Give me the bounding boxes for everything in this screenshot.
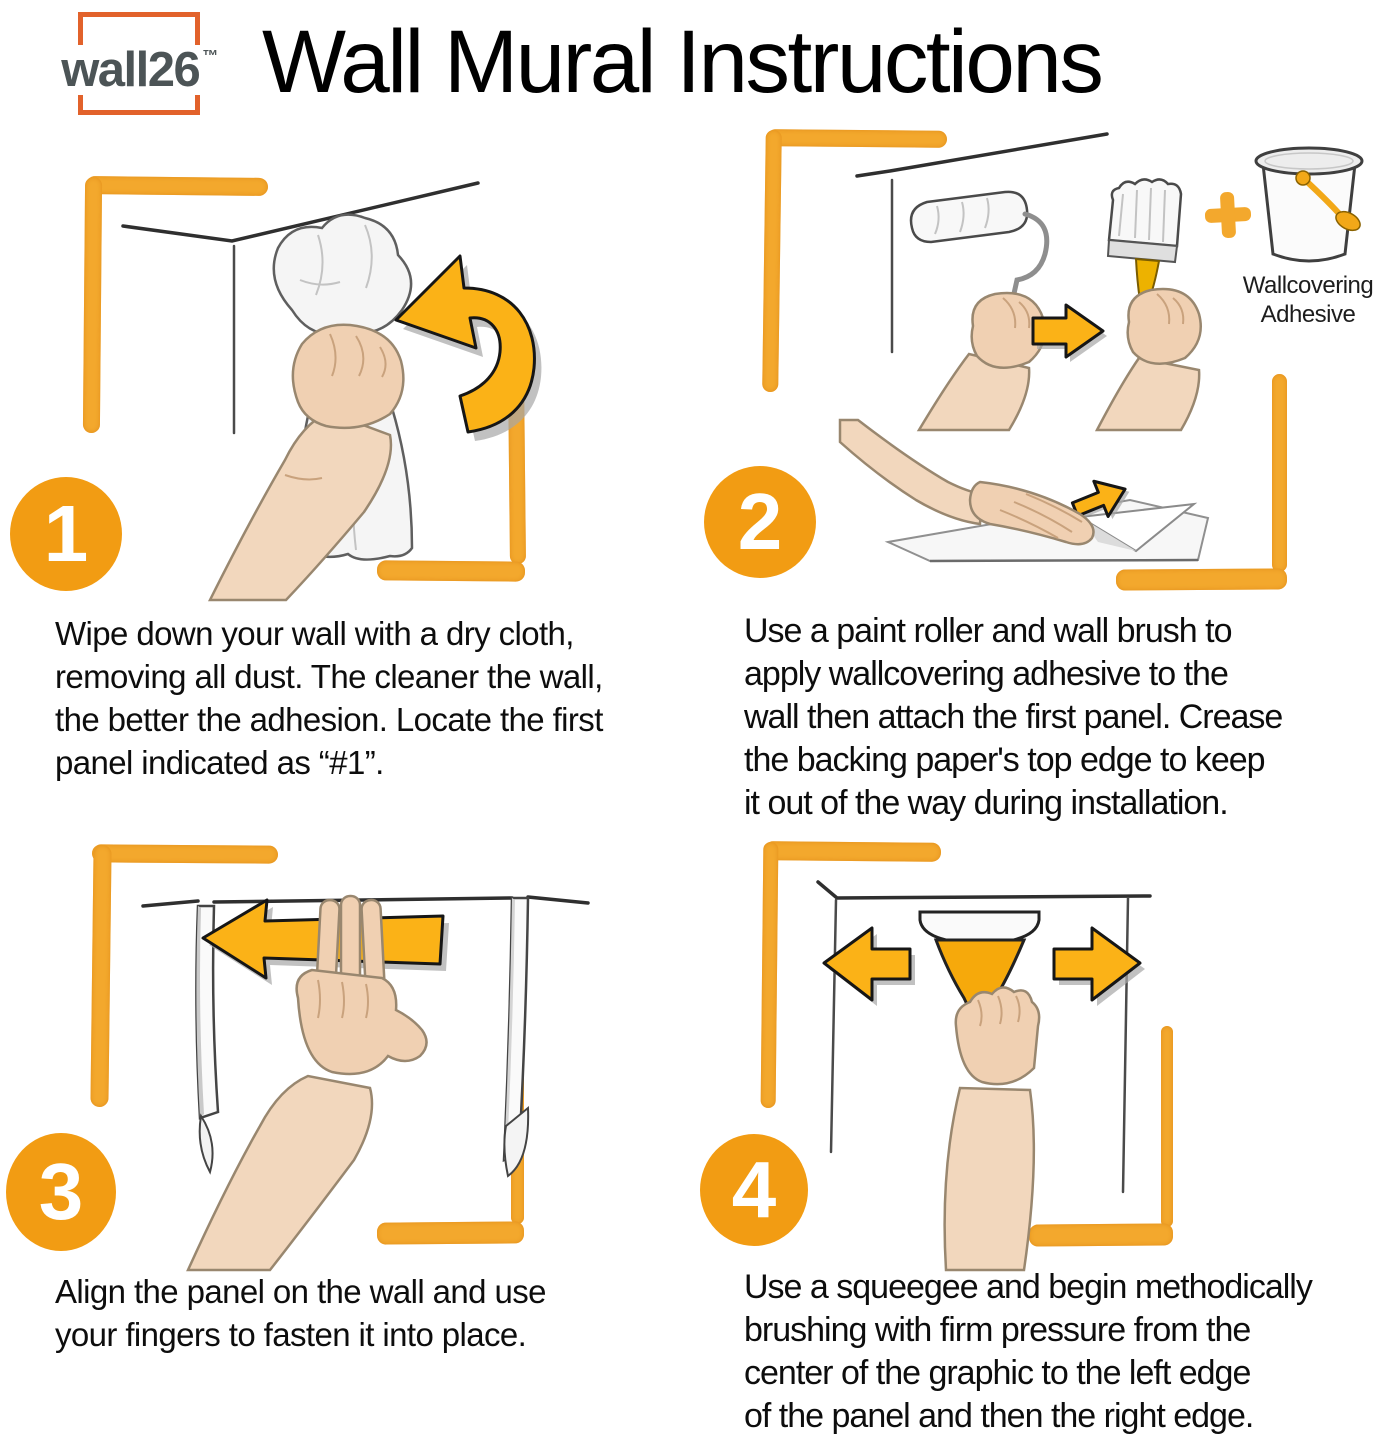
- logo-text: wall26: [61, 43, 200, 97]
- caption-line: Use a paint roller and wall brush to: [744, 612, 1232, 650]
- caption-line: panel indicated as “#1”.: [55, 744, 384, 781]
- adhesive-label-line: Adhesive: [1260, 301, 1356, 328]
- adhesive-label-line: Wallcovering: [1242, 272, 1374, 299]
- squeegee-hand: [945, 987, 1040, 1270]
- step-4-caption: [744, 1266, 1312, 1435]
- caption-line: apply wallcovering adhesive to the: [744, 655, 1228, 693]
- caption-line: your fingers to fasten it into place.: [55, 1316, 527, 1353]
- caption-line: removing all dust. The cleaner the wall,: [55, 658, 603, 695]
- right-arrow-icon: [1054, 928, 1145, 1006]
- caption-line: wall then attach the first panel. Crease: [744, 698, 1283, 736]
- caption-line: Wipe down your wall with a dry cloth,: [55, 615, 574, 652]
- caption-line: the backing paper's top edge to keep: [744, 741, 1265, 779]
- caption-line: Align the panel on the wall and use: [55, 1273, 546, 1310]
- step-4-number-badge: 4: [700, 1134, 808, 1246]
- step-4-illustration: [740, 830, 1377, 1270]
- caption-line: of the panel and then the right edge.: [744, 1397, 1254, 1435]
- trademark-symbol: ™: [202, 48, 217, 65]
- page-title: Wall Mural Instructions: [262, 11, 1102, 111]
- caption-line: brushing with firm pressure from the: [744, 1311, 1251, 1349]
- step-2-number-badge: 2: [704, 466, 816, 578]
- step-3-number-badge: 3: [6, 1133, 116, 1251]
- caption-line: it out of the way during installation.: [744, 784, 1228, 822]
- caption-line: the better the adhesion. Locate the first: [55, 701, 603, 738]
- step-1-number-badge: 1: [10, 477, 122, 591]
- caption-line: center of the graphic to the left edge: [744, 1354, 1251, 1392]
- caption-line: Use a squeegee and begin methodically: [744, 1268, 1312, 1306]
- left-arrow-icon: [824, 928, 915, 1006]
